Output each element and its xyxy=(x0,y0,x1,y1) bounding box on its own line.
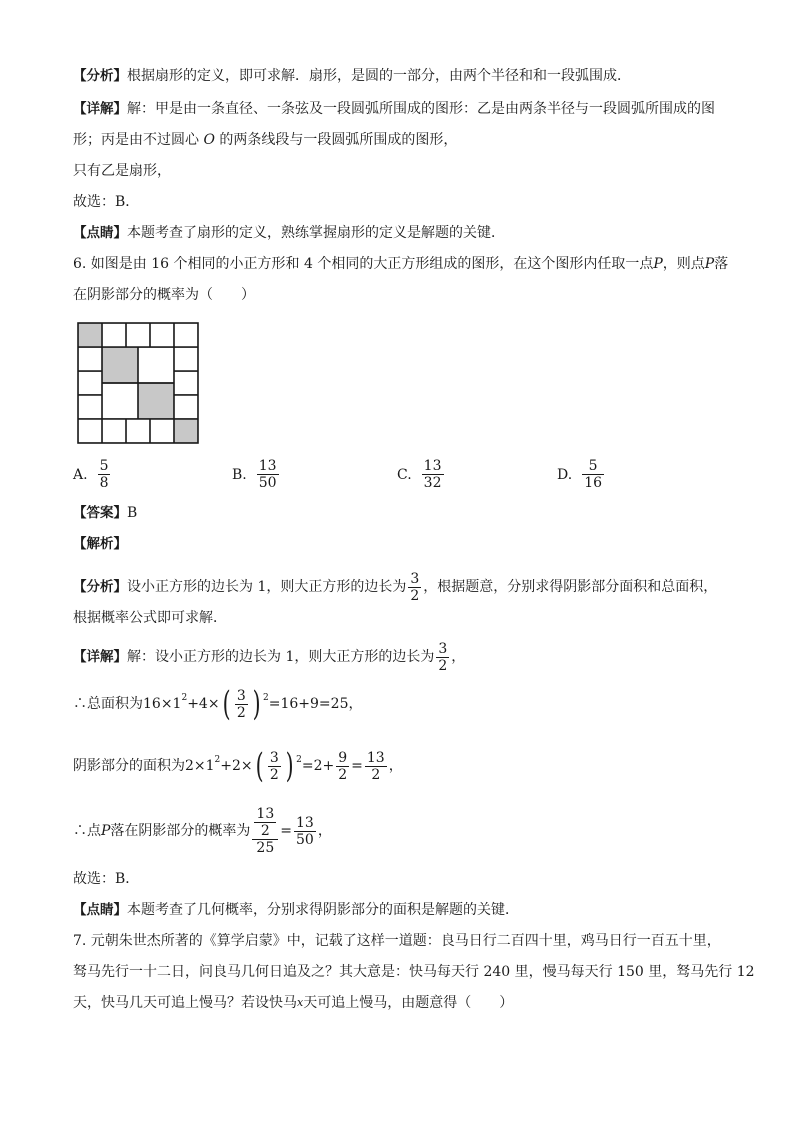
option-a-fraction xyxy=(98,458,111,491)
shade-term-a: 2×1 xyxy=(185,758,215,774)
denominator: 8 xyxy=(99,475,109,491)
option-a-letter: A. xyxy=(73,466,88,483)
option-b-fraction xyxy=(257,458,279,491)
point-p-symbol: P xyxy=(101,823,111,839)
total-result: =16+9=25 xyxy=(268,696,349,712)
analysis-paragraph-2 xyxy=(73,568,717,606)
answer-value: B xyxy=(127,505,138,521)
denominator: 2 xyxy=(371,766,381,783)
denominator: 32 xyxy=(423,475,442,491)
right-paren: ) xyxy=(252,684,261,724)
option-a[interactable] xyxy=(73,458,112,491)
point-p-symbol: P xyxy=(704,256,715,272)
question-7-line1: 7. 元朝朱世杰所著的《算学启蒙》中，记载了这样一道题：良马日行二百四十里，鸡马日行一百五十里， xyxy=(73,933,721,949)
question-6-stem-line2: 在阴影部分的概率为（ ） xyxy=(73,287,255,303)
equals-sign: = xyxy=(351,758,363,774)
option-d[interactable] xyxy=(557,458,606,491)
detail-text-line2a: 形；丙是由不过圆心 xyxy=(73,132,199,148)
numerator: 9 xyxy=(338,749,348,766)
option-c-fraction xyxy=(422,458,444,491)
analysis-paragraph-1 xyxy=(73,66,631,86)
shaded-large-square-upper xyxy=(102,347,138,383)
jiexi-tag: 【解析】 xyxy=(73,536,127,552)
q6-text-e: 落 xyxy=(714,256,729,272)
compound-fraction xyxy=(252,806,278,856)
numerator: 13 xyxy=(295,814,314,831)
detail-text-line2c: 的两条线段与一段圆弧所围成的图形， xyxy=(219,132,458,148)
fraction-thirteen-fiftieths xyxy=(294,815,316,848)
prob-prefix-b: 落在阴影部分的概率为 xyxy=(110,823,251,839)
shaded-small-square-top-left xyxy=(78,323,102,347)
prob-prefix-a: ∴点 xyxy=(73,823,101,839)
option-d-fraction xyxy=(582,458,604,491)
center-o-symbol: O xyxy=(203,132,215,148)
right-paren: ) xyxy=(285,746,294,786)
denominator: 16 xyxy=(584,475,603,491)
comment-tag: 【点睛】 xyxy=(73,225,127,241)
numerator: 13 xyxy=(256,806,275,822)
numerator: 3 xyxy=(236,687,246,704)
total-end: ， xyxy=(348,696,363,712)
exponent-2: 2 xyxy=(181,693,188,703)
q6-text-c: ，则点 xyxy=(662,256,705,272)
answer-line xyxy=(73,503,137,523)
question-6-stem xyxy=(73,254,728,274)
detail-line-3: 只有乙是扇形， xyxy=(73,163,171,179)
shade-term-b: +2× xyxy=(220,758,253,774)
fraction-three-halves xyxy=(436,641,449,674)
prob-end: ， xyxy=(317,823,332,839)
fraction-three-halves xyxy=(408,571,421,604)
denominator: 2 xyxy=(338,766,348,783)
option-c[interactable] xyxy=(397,458,446,491)
shade-term-c: =2+ xyxy=(301,758,335,774)
total-term-a: 16×1 xyxy=(143,696,182,712)
comment-paragraph-2 xyxy=(73,900,519,920)
option-b-letter: B. xyxy=(232,466,247,483)
numerator: 5 xyxy=(582,458,604,475)
option-c-letter: C. xyxy=(397,466,412,483)
detail2-text-a: 解：设小正方形的边长为 1，则大正方形的边长为 xyxy=(127,649,435,665)
numerator: 3 xyxy=(438,640,448,657)
analysis-tag: 【分析】 xyxy=(73,68,127,84)
question-7-line2: 驽马先行一十二日，问良马几何日追及之？其大意是：快马每天行 240 里，慢马每天行 150 里，驽马先行 12 xyxy=(73,964,755,980)
q6-text-a: 6. 如图是由 16 个相同的小正方形和 4 个相同的大正方形组成的图形，在这个图形内任取一点 xyxy=(73,256,654,272)
total-area-equation xyxy=(73,683,362,725)
fraction-thirteen-halves xyxy=(254,806,276,839)
answer-tag: 【答案】 xyxy=(73,505,127,521)
denominator: 50 xyxy=(295,831,314,848)
numerator: 13 xyxy=(366,749,385,766)
numerator: 3 xyxy=(269,749,279,766)
exponent-2: 2 xyxy=(214,755,221,765)
q7-text-c: 天可追上慢马，由题意得（ ） xyxy=(303,995,514,1011)
detail-line-4: 故选：B． xyxy=(73,194,140,210)
shade-end: ， xyxy=(388,758,403,774)
shaded-large-square-lower xyxy=(138,383,174,419)
denominator: 2 xyxy=(236,704,246,721)
comment-text: 本题考查了扇形的定义，熟练掌握扇形的定义是解题的关键． xyxy=(127,225,505,241)
numerator: 5 xyxy=(99,458,109,474)
exponent-2: 2 xyxy=(296,755,302,765)
total-term-b: +4× xyxy=(187,696,220,712)
left-paren: ( xyxy=(255,746,264,786)
equals-sign: = xyxy=(280,823,292,839)
choose-line: 故选：B． xyxy=(73,871,140,887)
question-7-line3 xyxy=(73,993,513,1013)
comment-text: 本题考查了几何概率，分别求得阴影部分的面积是解题的关键． xyxy=(127,902,519,918)
analysis2-text-a: 设小正方形的边长为 1，则大正方形的边长为 xyxy=(127,579,407,595)
fraction-thirteen-halves xyxy=(365,750,387,783)
denominator: 2 xyxy=(438,657,448,674)
point-p-symbol: P xyxy=(653,256,663,272)
detail-tag: 【详解】 xyxy=(73,649,127,665)
numerator: 13 xyxy=(423,458,442,474)
numerator: 13 xyxy=(258,458,277,474)
square-grid-figure xyxy=(77,322,199,444)
denominator: 2 xyxy=(410,587,420,604)
variable-x-symbol: x xyxy=(297,996,304,1009)
detail2-text-b: ， xyxy=(451,649,466,665)
detail-paragraph-2 xyxy=(73,638,465,676)
detail-paragraph-1 xyxy=(73,99,715,119)
exponent-2: 2 xyxy=(263,693,269,703)
q7-text-a: 天，快马几天可追上慢马？若设快马 xyxy=(73,995,297,1011)
detail-line-2 xyxy=(73,130,457,150)
comment-paragraph-1 xyxy=(73,223,505,243)
analysis2-text-b: ，根据题意，分别求得阴影部分面积和总面积， xyxy=(423,579,718,595)
analysis-text: 根据扇形的定义，即可求解．扇形，是圆的一部分，由两个半径和和一段弧围成． xyxy=(127,68,631,84)
compound-numerator xyxy=(252,806,278,840)
detail-text-line1: 解：甲是由一条直径、一条弦及一段圆弧所围成的图形：乙是由两条半径与一段圆弧所围成的图 xyxy=(127,101,715,117)
compound-denominator: 25 xyxy=(256,840,275,856)
fraction-nine-halves xyxy=(336,750,349,783)
denominator: 50 xyxy=(258,475,277,491)
denominator: 2 xyxy=(260,823,270,839)
shaded-area-equation xyxy=(73,745,403,787)
option-d-letter: D. xyxy=(557,466,573,483)
numerator: 3 xyxy=(410,570,420,587)
total-area-label: ∴总面积为 xyxy=(73,696,143,712)
analysis-paragraph-2-line2: 根据概率公式即可求解． xyxy=(73,610,227,626)
left-paren: ( xyxy=(222,684,231,724)
detail-tag: 【详解】 xyxy=(73,101,127,117)
analysis-tag: 【分析】 xyxy=(73,579,127,595)
comment-tag: 【点睛】 xyxy=(73,902,127,918)
fraction-three-halves xyxy=(235,688,248,721)
shaded-area-label: 阴影部分的面积为 xyxy=(73,758,185,774)
fraction-three-halves xyxy=(268,750,281,783)
shaded-small-square-bottom-right xyxy=(174,419,198,443)
probability-equation xyxy=(73,800,332,862)
jiexi-heading xyxy=(73,534,127,554)
option-b[interactable] xyxy=(232,458,281,491)
denominator: 2 xyxy=(269,766,279,783)
